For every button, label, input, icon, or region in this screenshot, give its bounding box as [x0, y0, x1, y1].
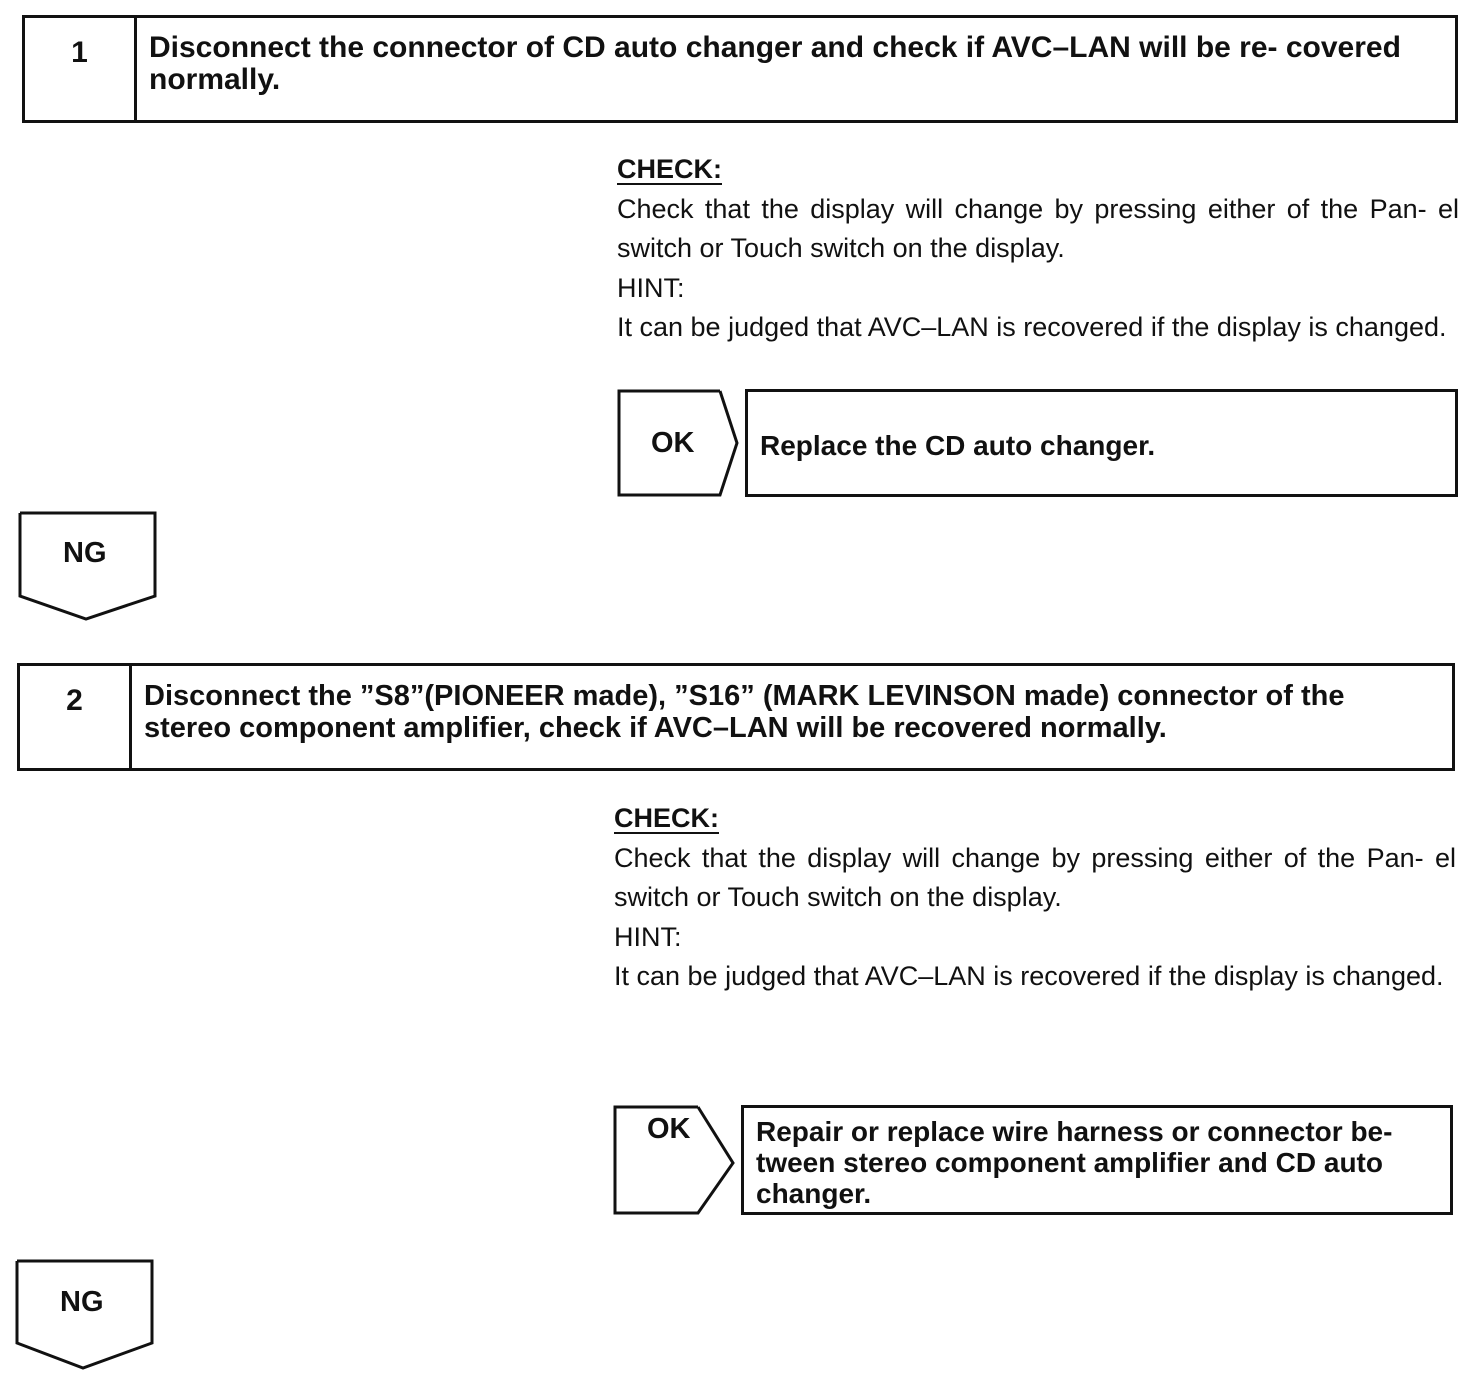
step-number: 1 [25, 18, 137, 120]
step-1-ng-arrow [18, 511, 158, 622]
ng-label: NG [60, 1286, 104, 1318]
hint-heading: HINT: [617, 272, 685, 303]
step-1-header [22, 15, 1458, 123]
step-number: 2 [20, 666, 132, 768]
check-text: Check that the display will change by pressing either of the Pan- el switch or Touch switch on the display. [617, 193, 1459, 263]
check-heading: CHECK: [614, 803, 719, 833]
check-text: Check that the display will change by pressing either of the Pan- el switch or Touch switch on the display. [614, 842, 1456, 912]
step-1-ok-result [745, 389, 1458, 497]
ng-label: NG [63, 537, 107, 569]
step-2-ok-result [741, 1105, 1453, 1215]
step-2-check [614, 799, 1456, 997]
step-title: Disconnect the connector of CD auto changer and check if AVC–LAN will be re- covered normally. [149, 31, 1401, 96]
ok-label: OK [651, 427, 695, 459]
step-2-header [17, 663, 1455, 771]
step-2-ng-arrow [15, 1259, 155, 1371]
step-1-check [617, 150, 1459, 348]
ok-label: OK [647, 1113, 691, 1145]
check-heading: CHECK: [617, 154, 722, 184]
step-title: Disconnect the ”S8”(PIONEER made), ”S16” (MARK LEVINSON made) connector of the stereo component amplifier, check if AVC–LAN will be recovered normally. [144, 680, 1345, 744]
hint-text: It can be judged that AVC–LAN is recovered if the display is changed. [617, 312, 1447, 342]
hint-text: It can be judged that AVC–LAN is recovered if the display is changed. [614, 961, 1444, 991]
ok-result-text: Repair or replace wire harness or connector be- tween stereo component amplifier and CD auto changer. [756, 1116, 1393, 1209]
hint-heading: HINT: [614, 921, 682, 952]
step-1-ok-arrow [617, 389, 741, 497]
ok-result-text: Replace the CD auto changer. [760, 430, 1156, 461]
step-2-ok-arrow [613, 1105, 737, 1215]
